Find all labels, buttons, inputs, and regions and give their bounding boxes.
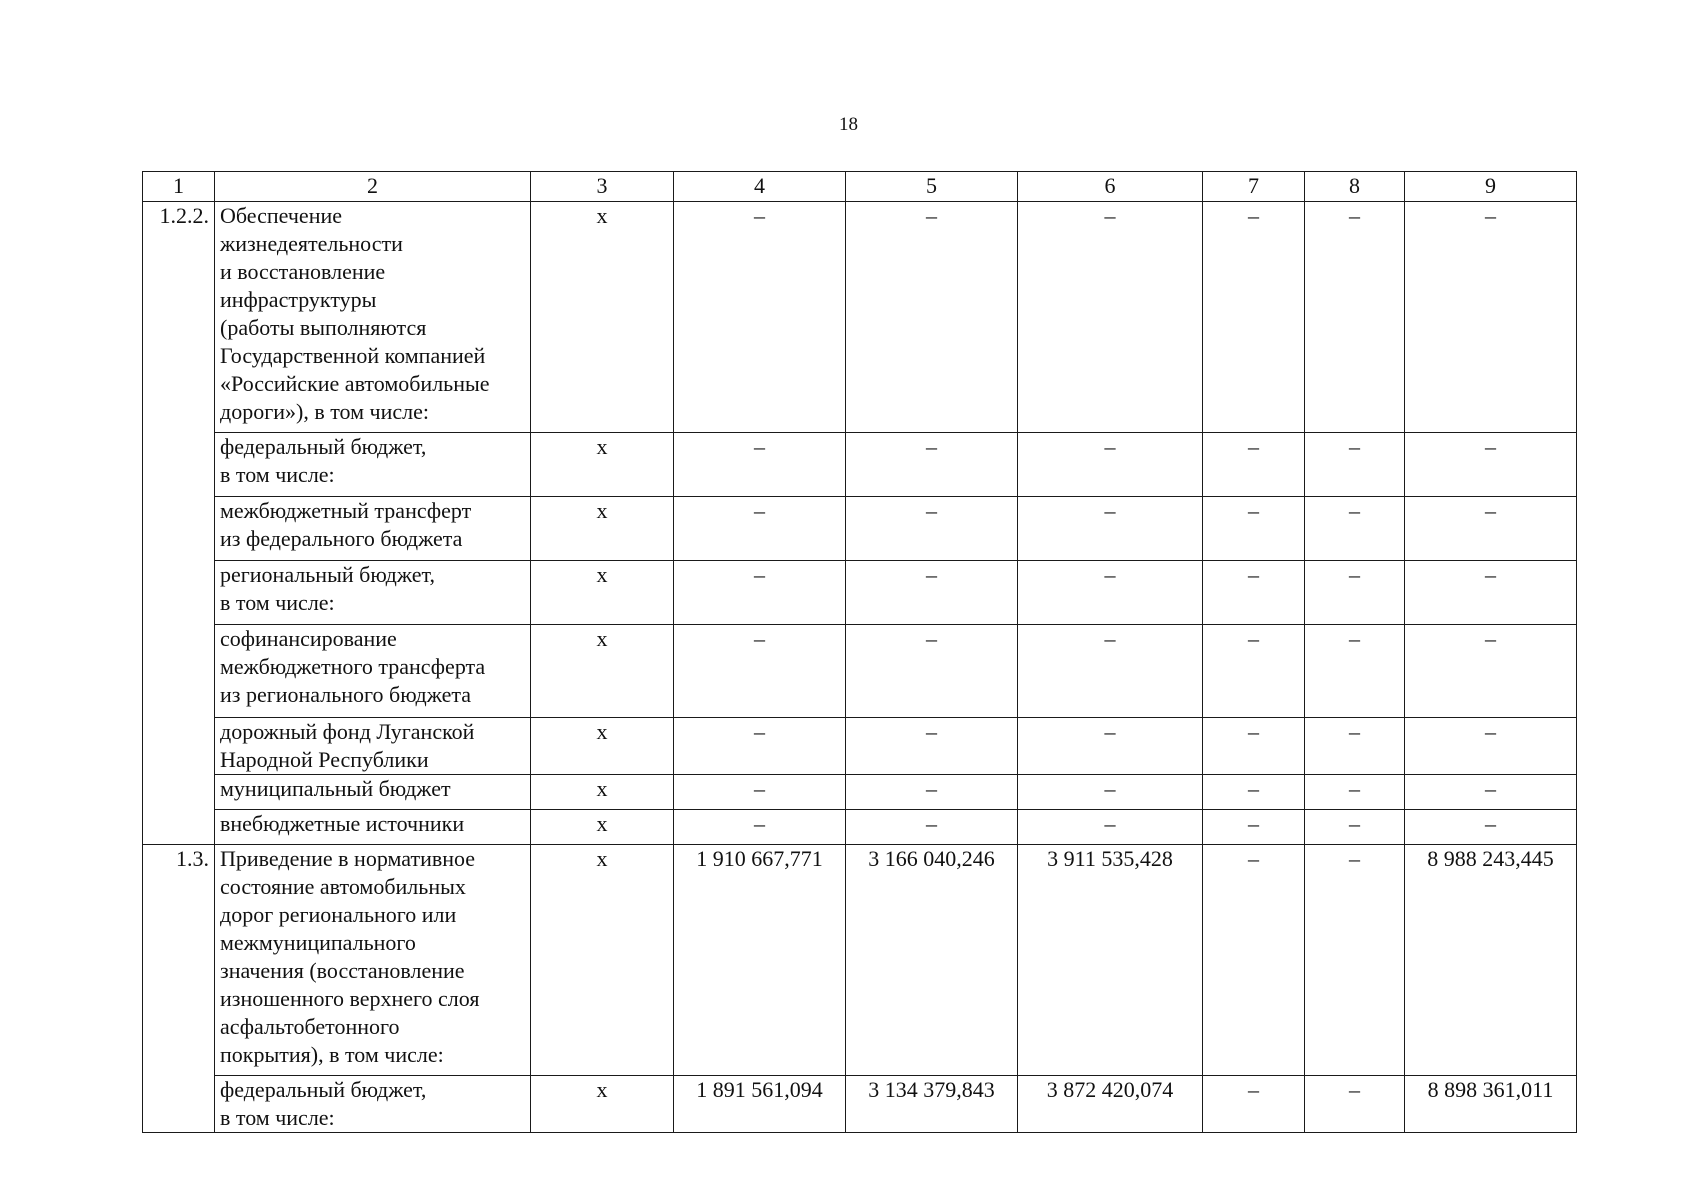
cell-c9: – [1405,497,1577,561]
cell-c8: – [1305,202,1405,433]
cell-c4: 1 891 561,094 [674,1076,846,1133]
column-header: 5 [846,172,1018,202]
cell-c6: 3 872 420,074 [1018,1076,1203,1133]
cell-c8: – [1305,1076,1405,1133]
cell-c9: – [1405,625,1577,718]
cell-c3: x [531,202,674,433]
cell-c8: – [1305,775,1405,810]
column-header: 8 [1305,172,1405,202]
column-header: 7 [1203,172,1305,202]
cell-c6: – [1018,202,1203,433]
row-label: софинансирование межбюджетного трансферта из регионального бюджета [215,625,531,718]
cell-c7: – [1203,625,1305,718]
cell-c9: – [1405,718,1577,775]
column-header: 6 [1018,172,1203,202]
cell-c9: – [1405,561,1577,625]
cell-c9: – [1405,433,1577,497]
cell-c3: x [531,1076,674,1133]
cell-c8: – [1305,433,1405,497]
cell-c8: – [1305,497,1405,561]
cell-c5: – [846,810,1018,845]
table-row [143,718,1577,775]
row-label: региональный бюджет, в том числе: [215,561,531,625]
cell-c3: x [531,775,674,810]
cell-c3: x [531,810,674,845]
table-row [143,202,1577,433]
section-number: 1.2.2. [143,202,215,845]
cell-c5: – [846,718,1018,775]
cell-c3: x [531,718,674,775]
cell-c9: 8 898 361,011 [1405,1076,1577,1133]
cell-c4: – [674,561,846,625]
cell-c3: x [531,561,674,625]
row-label: муниципальный бюджет [215,775,531,810]
cell-c4: – [674,625,846,718]
table-body [143,172,1577,1133]
cell-c9: – [1405,202,1577,433]
cell-c4: – [674,202,846,433]
cell-c4: 1 910 667,771 [674,845,846,1076]
row-label: Обеспечение жизнедеятельности и восстановление инфраструктуры (работы выполняются Государственной компанией «Российские автомобильные дороги»), в том числе: [215,202,531,433]
cell-c9: – [1405,810,1577,845]
cell-c5: – [846,775,1018,810]
cell-c7: – [1203,1076,1305,1133]
cell-c6: 3 911 535,428 [1018,845,1203,1076]
cell-c7: – [1203,718,1305,775]
row-label: федеральный бюджет, в том числе: [215,1076,531,1133]
cell-c7: – [1203,202,1305,433]
column-header: 3 [531,172,674,202]
cell-c5: – [846,625,1018,718]
cell-c6: – [1018,497,1203,561]
cell-c7: – [1203,775,1305,810]
table-row [143,561,1577,625]
cell-c6: – [1018,775,1203,810]
cell-c5: – [846,497,1018,561]
cell-c5: – [846,433,1018,497]
cell-c3: x [531,497,674,561]
cell-c3: x [531,625,674,718]
cell-c8: – [1305,718,1405,775]
cell-c8: – [1305,625,1405,718]
cell-c8: – [1305,845,1405,1076]
cell-c7: – [1203,497,1305,561]
table-row [143,775,1577,810]
cell-c9: – [1405,775,1577,810]
cell-c7: – [1203,561,1305,625]
row-label: федеральный бюджет, в том числе: [215,433,531,497]
cell-c6: – [1018,718,1203,775]
row-label: дорожный фонд Луганской Народной Республики [215,718,531,775]
cell-c4: – [674,497,846,561]
cell-c7: – [1203,810,1305,845]
table-row [143,625,1577,718]
column-header: 9 [1405,172,1577,202]
table-row [143,497,1577,561]
cell-c5: 3 166 040,246 [846,845,1018,1076]
column-header: 1 [143,172,215,202]
cell-c6: – [1018,810,1203,845]
section-number: 1.3. [143,845,215,1133]
column-header: 2 [215,172,531,202]
cell-c5: – [846,561,1018,625]
row-label: Приведение в нормативное состояние автомобильных дорог регионального или межмуниципального значения (восстановление изношенного верхнего слоя асфальтобетонного покрытия), в том числе: [215,845,531,1076]
page-number: 18 [839,114,858,135]
cell-c4: – [674,775,846,810]
column-header-row [143,172,1577,202]
cell-c7: – [1203,433,1305,497]
table-row [143,810,1577,845]
cell-c8: – [1305,810,1405,845]
cell-c5: 3 134 379,843 [846,1076,1018,1133]
cell-c7: – [1203,845,1305,1076]
cell-c3: x [531,433,674,497]
table-row [143,1076,1577,1133]
table-row [143,845,1577,1076]
budget-table [142,171,1577,1133]
row-label: межбюджетный трансферт из федерального бюджета [215,497,531,561]
column-header: 4 [674,172,846,202]
cell-c6: – [1018,625,1203,718]
cell-c3: x [531,845,674,1076]
cell-c4: – [674,433,846,497]
cell-c5: – [846,202,1018,433]
cell-c9: 8 988 243,445 [1405,845,1577,1076]
cell-c4: – [674,810,846,845]
cell-c8: – [1305,561,1405,625]
cell-c6: – [1018,561,1203,625]
cell-c4: – [674,718,846,775]
cell-c6: – [1018,433,1203,497]
table-row [143,433,1577,497]
row-label: внебюджетные источники [215,810,531,845]
